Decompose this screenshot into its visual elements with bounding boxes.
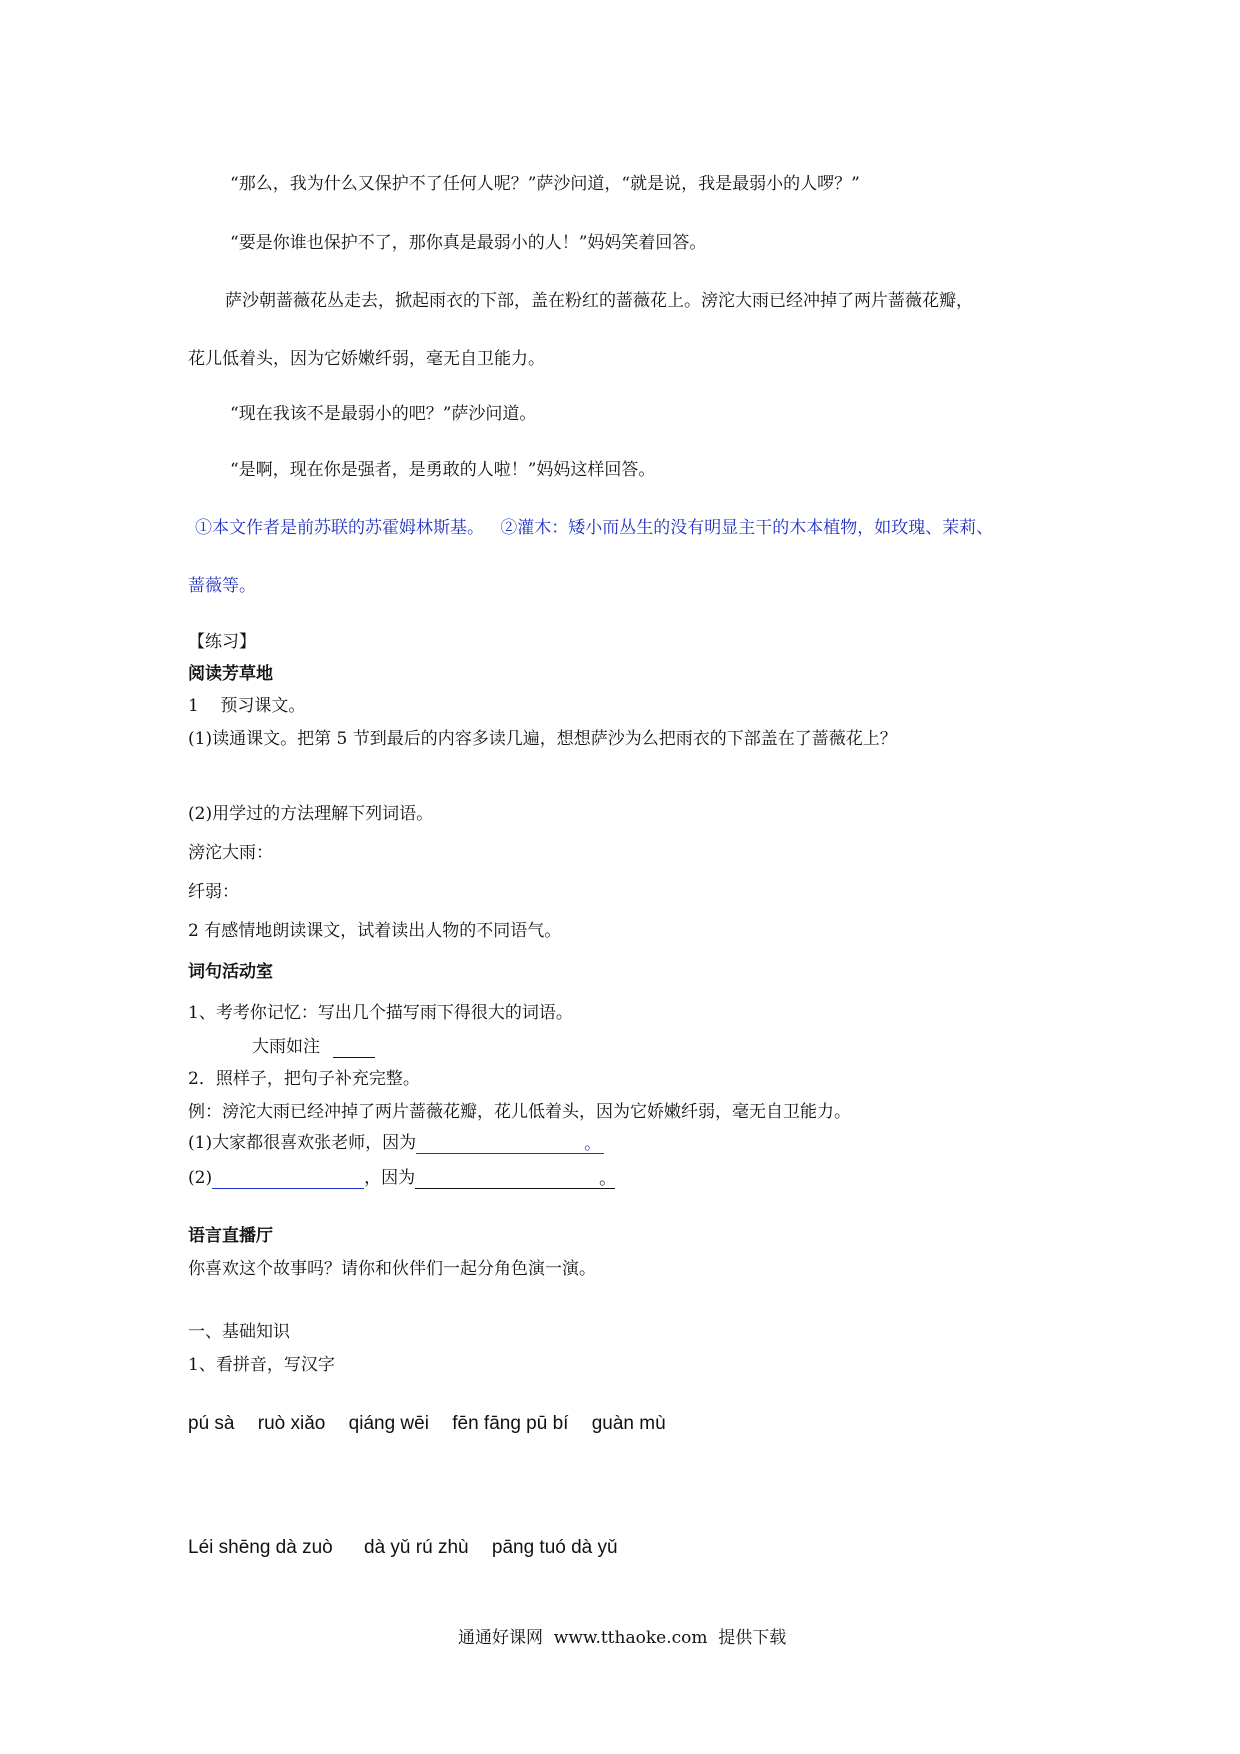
question-1-2: (2)用学过的方法理解下列词语。 bbox=[188, 804, 434, 824]
sentence-fill-2-end: 。 bbox=[599, 1169, 617, 1189]
pinyin-row-1 bbox=[188, 1413, 666, 1435]
pinyin-row-2 bbox=[188, 1537, 618, 1559]
sentence-fill-2-mid: ，因为 bbox=[364, 1168, 416, 1188]
rain-word-example: 大雨如注 bbox=[252, 1037, 320, 1057]
story-paragraph-5: “是啊，现在你是强者，是勇敢的人啦！”妈妈这样回答。 bbox=[230, 460, 656, 480]
story-paragraph-3b: 花儿低着头，因为它娇嫩纤弱，毫无自卫能力。 bbox=[188, 349, 545, 369]
section-title-reading: 阅读芳草地 bbox=[188, 664, 273, 684]
rain-words-line bbox=[252, 1036, 375, 1058]
story-paragraph-4: “现在我该不是最弱小的吧？”萨沙问道。 bbox=[230, 404, 537, 424]
pinyin-item: dà yǔ rú zhù bbox=[364, 1537, 469, 1558]
sentence-fill-1-prefix: (1)大家都很喜欢张老师，因为 bbox=[188, 1133, 417, 1153]
sentence-fill-2-blank-1[interactable] bbox=[212, 1168, 364, 1189]
section-title-voice: 语言直播厅 bbox=[188, 1226, 273, 1246]
vocab-word-1: 滂沱大雨： bbox=[188, 843, 273, 863]
pinyin-item: fēn fāng pū bí bbox=[452, 1413, 569, 1434]
pinyin-item: guàn mù bbox=[591, 1413, 666, 1434]
sentence-fill-2 bbox=[188, 1167, 615, 1189]
vocab-word-2: 纤弱： bbox=[188, 882, 239, 902]
sentence-fill-2-blank-2[interactable] bbox=[415, 1168, 599, 1189]
pinyin-item: ruò xiǎo bbox=[257, 1413, 326, 1434]
question-2: 2 有感情地朗读课文，试着读出人物的不同语气。 bbox=[188, 921, 562, 941]
voice-prompt: 你喜欢这个故事吗？请你和伙伴们一起分角色演一演。 bbox=[188, 1259, 596, 1279]
question-1: 1 预习课文。 bbox=[188, 696, 306, 716]
footnote-line-1: ①本文作者是前苏联的苏霍姆林斯基。 ②灌木：矮小而丛生的没有明显主干的木本植物，如玫瑰、茉莉、 bbox=[195, 518, 994, 538]
footnote-line-2: 蔷薇等。 bbox=[188, 576, 256, 596]
section-title-sentence: 词句活动室 bbox=[188, 962, 273, 982]
sentence-question-1: 1、考考你记忆：写出几个描写雨下得很大的词语。 bbox=[188, 1003, 573, 1023]
pinyin-item: pú sà bbox=[188, 1413, 235, 1434]
basics-question-1: 1、看拼音，写汉字 bbox=[188, 1355, 335, 1375]
pinyin-item: qiáng wēi bbox=[348, 1413, 429, 1434]
sentence-fill-1 bbox=[188, 1132, 604, 1154]
footer-text: 通通好课网 www.tthaoke.com 提供下载 bbox=[458, 1628, 787, 1648]
sentence-fill-2-prefix: (2) bbox=[188, 1168, 213, 1188]
practice-header: 【练习】 bbox=[188, 632, 256, 652]
question-1-1: (1)读通课文。把第 5 节到最后的内容多读几遍，想想萨沙为么把雨衣的下部盖在了蔷薇花上？ bbox=[188, 729, 897, 749]
sentence-example: 例：滂沱大雨已经冲掉了两片蔷薇花瓣，花儿低着头，因为它娇嫩纤弱，毫无自卫能力。 bbox=[188, 1102, 851, 1122]
sentence-fill-1-end: 。 bbox=[584, 1133, 604, 1154]
pinyin-item: Léi shēng dà zuò bbox=[188, 1537, 333, 1558]
story-paragraph-3a: 萨沙朝蔷薇花丛走去，掀起雨衣的下部，盖在粉红的蔷薇花上。滂沱大雨已经冲掉了两片蔷薇花瓣， bbox=[225, 291, 973, 311]
story-paragraph-2: “要是你谁也保护不了，那你真是最弱小的人！”妈妈笑着回答。 bbox=[230, 233, 707, 253]
sentence-question-2: 2．照样子，把句子补充完整。 bbox=[188, 1069, 420, 1089]
basics-title: 一、基础知识 bbox=[188, 1322, 290, 1342]
story-paragraph-1: “那么，我为什么又保护不了任何人呢？”萨沙问道，“就是说，我是最弱小的人啰？” bbox=[230, 174, 860, 194]
rain-word-blank[interactable] bbox=[333, 1037, 375, 1058]
pinyin-item: pāng tuó dà yǔ bbox=[491, 1537, 618, 1558]
sentence-fill-1-blank[interactable] bbox=[416, 1133, 584, 1154]
